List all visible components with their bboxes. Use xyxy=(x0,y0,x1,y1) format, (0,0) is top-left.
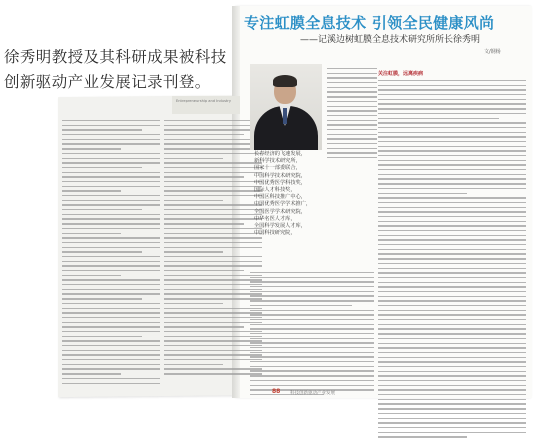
list-item: 国家十一部委联合， xyxy=(254,165,301,172)
footer-right: 科技创新驱动产业发展 xyxy=(290,391,335,396)
left-page-column-2 xyxy=(164,120,262,378)
list-item: 全国科学发展人才库， xyxy=(254,223,306,230)
body-text-left-col xyxy=(250,272,374,399)
list-item: 中国科学技术研究院， xyxy=(254,172,306,179)
portrait-photo xyxy=(250,64,322,150)
honors-list xyxy=(254,151,374,237)
caption-line-1: 徐秀明教授及其科研成果被科技 xyxy=(4,48,227,66)
list-item: 新科学技术研究所， xyxy=(254,158,301,165)
article-author: 文/钢杨 xyxy=(484,49,501,55)
page-number: 88 xyxy=(272,388,281,395)
body-text-right-col xyxy=(378,68,526,441)
left-page-column-1 xyxy=(62,120,160,387)
list-item: 中国区科技推广中心， xyxy=(254,194,306,201)
article-subtitle: ——记溪边树虹膜全息技术研究所所长徐秀明 xyxy=(300,35,481,45)
intro-text-block xyxy=(327,68,377,162)
section-heading: 关注虹膜，远离疾病 xyxy=(378,71,424,77)
list-item: 全国医学学术研究院， xyxy=(254,208,306,215)
list-item: 中国优秀医学科技奖， xyxy=(254,179,306,186)
left-page-header-strip: Entrepreneurship and Industry xyxy=(172,96,240,114)
list-item: 长春经济的飞速发展， xyxy=(254,151,306,157)
list-item: 中华名医人才库， xyxy=(254,215,296,222)
article-title: 专注虹膜全息技术 引领全民健康风尚 xyxy=(244,14,495,32)
list-item: 中国科技研究院， xyxy=(254,230,296,237)
list-item: 中国优秀医学学术推广， xyxy=(254,201,312,208)
list-item: 国际人才科技奖， xyxy=(254,187,296,194)
caption-line-2: 创新驱动产业发展记录刊登。 xyxy=(4,73,211,91)
